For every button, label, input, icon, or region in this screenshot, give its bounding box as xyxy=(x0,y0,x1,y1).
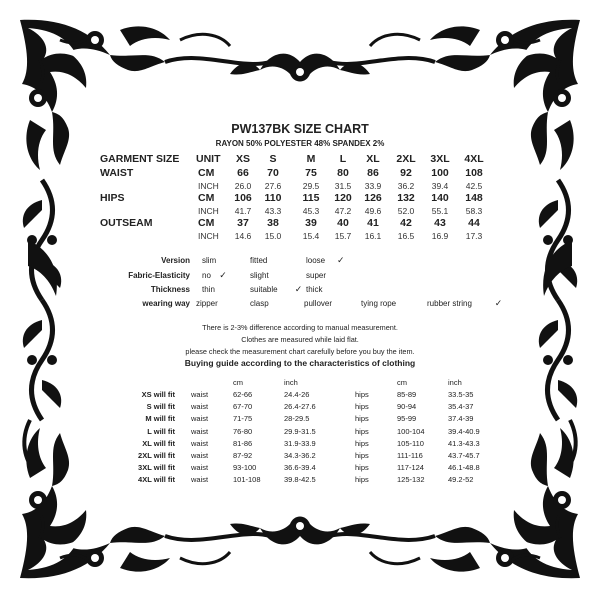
unit-header: UNIT xyxy=(196,153,221,165)
guide-waist: waist xyxy=(191,414,209,424)
unit-inch: INCH xyxy=(198,231,219,241)
guide-waist: waist xyxy=(191,451,209,460)
inch-value: 42.5 xyxy=(465,181,483,191)
guide-hips-cm: 95-99 xyxy=(397,414,417,424)
inch-value: 41.7 xyxy=(234,206,252,216)
size-header-2xl: 2XL xyxy=(396,153,416,165)
cm-value: 126 xyxy=(364,192,382,204)
measure-name-hips: HIPS xyxy=(100,192,125,204)
cm-value: 106 xyxy=(234,192,252,204)
check-mark-icon: ✓ xyxy=(337,255,345,265)
feature-option: zipper xyxy=(196,299,218,308)
feature-label: Fabric-Elasticity xyxy=(128,271,190,280)
cm-value: 40 xyxy=(337,217,349,229)
cm-value: 108 xyxy=(465,167,483,179)
guide-waist-inch: 24.4-26 xyxy=(284,390,310,399)
size-header-3xl: 3XL xyxy=(430,153,450,165)
chart-title: PW137BK SIZE CHART xyxy=(231,122,369,136)
cm-value: 75 xyxy=(305,167,317,179)
guide-label: L will fit xyxy=(147,426,175,436)
guide-waist-cm: 71-75 xyxy=(233,414,253,424)
guide-hips-inch: 41.3-43.3 xyxy=(448,438,480,448)
inch-value: 55.1 xyxy=(431,206,449,216)
guide-label: M will fit xyxy=(145,414,175,424)
guide-waist-cm: 87-92 xyxy=(233,451,253,460)
guide-hips-cm: 100-104 xyxy=(397,426,425,436)
cm-value: 100 xyxy=(431,167,449,179)
guide-hips: hips xyxy=(355,390,369,399)
guide-hips-cm: 90-94 xyxy=(397,402,417,412)
cm-value: 66 xyxy=(237,167,249,179)
check-mark-icon: ✓ xyxy=(494,298,503,308)
check-mark-icon: ✓ xyxy=(219,270,227,280)
size-header-xl: XL xyxy=(366,153,380,165)
inch-value: 16.1 xyxy=(364,231,382,241)
cm-value: 115 xyxy=(302,192,320,204)
unit-cm: CM xyxy=(198,167,215,179)
guide-waist-cm: 67-70 xyxy=(233,402,253,412)
feature-option: suitable xyxy=(250,285,278,294)
guide-waist-cm: 81-86 xyxy=(233,438,253,448)
guide-waist: waist xyxy=(191,475,209,485)
inch-value: 36.2 xyxy=(397,181,415,191)
inch-value: 39.4 xyxy=(431,181,449,191)
cm-value: 132 xyxy=(397,192,415,204)
guide-hips: hips xyxy=(355,438,369,448)
cm-value: 92 xyxy=(400,167,412,179)
guide-waist-inch: 26.4-27.6 xyxy=(284,402,316,412)
guide-hips: hips xyxy=(355,475,369,485)
size-columns xyxy=(0,153,600,167)
garment-size-header: GARMENT SIZE xyxy=(100,153,180,165)
inch-value: 49.6 xyxy=(364,206,382,216)
guide-waist: waist xyxy=(191,438,209,448)
guide-waist: waist xyxy=(191,463,209,473)
guide-hips-inch: 35.4-37 xyxy=(448,402,474,412)
note-line-3: please check the measurement chart carefully before you buy the item. xyxy=(185,347,415,356)
check-mark-icon: ✓ xyxy=(294,284,303,294)
cm-value: 148 xyxy=(465,192,483,204)
guide-waist-cm: 62-66 xyxy=(233,390,253,399)
unit-cm: CM xyxy=(198,192,215,204)
cm-value: 41 xyxy=(367,217,379,229)
inch-value: 16.9 xyxy=(431,231,449,241)
inch-value: 26.0 xyxy=(234,181,252,191)
inch-value: 29.5 xyxy=(302,181,320,191)
size-header-l: L xyxy=(339,153,347,165)
cm-value: 42 xyxy=(400,217,412,229)
size-header-xs: XS xyxy=(235,153,250,165)
guide-hips: hips xyxy=(355,402,369,412)
guide-hips-inch: 43.7-45.7 xyxy=(448,451,480,460)
guide-waist-cm: 93-100 xyxy=(233,463,257,473)
feature-label: wearing way xyxy=(142,299,190,308)
inch-value: 47.2 xyxy=(334,206,352,216)
guide-waist: waist xyxy=(191,390,209,399)
cm-value: 37 xyxy=(237,217,249,229)
guide-waist-inch: 31.9-33.9 xyxy=(284,438,316,448)
feature-option: tying rope xyxy=(361,299,397,308)
cm-value: 80 xyxy=(337,167,349,179)
size-header-m: M xyxy=(306,153,316,165)
guide-label: XS will fit xyxy=(141,390,175,399)
cm-value: 70 xyxy=(267,167,279,179)
cm-value: 44 xyxy=(468,217,480,229)
feature-option: clasp xyxy=(250,299,269,308)
guide-waist-inch: 29.9-31.5 xyxy=(284,426,316,436)
guide-label: 4XL will fit xyxy=(138,475,175,485)
guide-hips-inch-header: inch xyxy=(448,378,462,387)
guide-waist-inch: 36.6-39.4 xyxy=(284,463,316,473)
inch-value: 52.0 xyxy=(397,206,415,216)
feature-option: pullover xyxy=(304,299,333,308)
guide-waist-inch: 28-29.5 xyxy=(284,414,310,424)
inch-value: 58.3 xyxy=(465,206,483,216)
guide-waist-inch: 34.3-36.2 xyxy=(284,451,316,460)
guide-label: S will fit xyxy=(146,402,175,412)
cm-value: 110 xyxy=(264,192,282,204)
feature-option: slim xyxy=(202,256,217,265)
guide-hips: hips xyxy=(355,414,369,424)
cm-value: 86 xyxy=(367,167,379,179)
unit-cm: CM xyxy=(198,217,215,229)
size-header-s: S xyxy=(269,153,277,165)
guide-waist: waist xyxy=(191,426,209,436)
measure-name-outseam: OUTSEAM xyxy=(100,217,153,229)
guide-hips-cm: 125-132 xyxy=(397,475,425,485)
guide-hips-inch: 46.1-48.8 xyxy=(448,463,480,473)
inch-value: 15.0 xyxy=(264,231,282,241)
guide-waist-inch: 39.8-42.5 xyxy=(284,475,316,485)
feature-label: Version xyxy=(161,256,190,265)
feature-label: Thickness xyxy=(150,285,190,294)
guide-hips-inch: 33.5-35 xyxy=(448,390,474,399)
inch-value: 31.5 xyxy=(334,181,352,191)
feature-option: slight xyxy=(250,271,269,280)
guide-hips-inch: 37.4-39 xyxy=(448,414,474,424)
unit-inch: INCH xyxy=(198,181,219,191)
guide-hips-cm-header: cm xyxy=(397,378,407,387)
feature-option: no xyxy=(202,271,211,280)
guide-waist-cm: 101-108 xyxy=(233,475,261,485)
guide-hips: hips xyxy=(355,426,369,436)
guide-waist-inch-header: inch xyxy=(284,378,298,387)
inch-value: 27.6 xyxy=(264,181,282,191)
inch-value: 33.9 xyxy=(364,181,382,191)
feature-option: loose xyxy=(306,256,326,265)
guide-hips-inch: 49.2-52 xyxy=(448,475,474,485)
cm-value: 38 xyxy=(267,217,279,229)
inch-value: 43.3 xyxy=(264,206,282,216)
feature-option: fitted xyxy=(250,256,268,265)
inch-value: 14.6 xyxy=(234,231,252,241)
size-header-4xl: 4XL xyxy=(464,153,484,165)
inch-value: 45.3 xyxy=(302,206,320,216)
inch-value: 16.5 xyxy=(397,231,415,241)
feature-option: thin xyxy=(202,285,215,294)
guide-hips: hips xyxy=(355,451,369,460)
guide-waist: waist xyxy=(191,402,209,412)
guide-label: 2XL will fit xyxy=(138,451,175,460)
guide-hips-cm: 117-124 xyxy=(397,463,424,473)
guide-hips-cm: 111-116 xyxy=(397,451,423,460)
feature-option: super xyxy=(306,271,327,280)
feature-option: thick xyxy=(306,285,323,294)
guide-hips-cm: 105-110 xyxy=(397,438,424,448)
guide-hips-inch: 39.4-40.9 xyxy=(448,426,480,436)
cm-value: 140 xyxy=(431,192,449,204)
material-composition: RAYON 50% POLYESTER 48% SPANDEX 2% xyxy=(215,139,385,148)
unit-inch: INCH xyxy=(198,206,219,216)
inch-value: 15.4 xyxy=(302,231,320,241)
inch-value: 17.3 xyxy=(465,231,483,241)
measure-name-waist: WAIST xyxy=(100,167,134,179)
guide-label: 3XL will fit xyxy=(138,463,175,473)
note-line-2: Clothes are measured while laid flat. xyxy=(241,335,359,344)
guide-waist-cm-header: cm xyxy=(233,378,243,387)
buying-guide-title: Buying guide according to the characteristics of clothing xyxy=(184,358,416,368)
cm-value: 43 xyxy=(434,217,446,229)
guide-hips-cm: 85-89 xyxy=(397,390,417,399)
cm-value: 120 xyxy=(334,192,352,204)
guide-label: XL will fit xyxy=(142,438,175,448)
feature-option: rubber string xyxy=(427,299,472,308)
cm-value: 39 xyxy=(305,217,317,229)
note-line-1: There is 2-3% difference according to manual measurement. xyxy=(202,323,398,332)
inch-value: 15.7 xyxy=(334,231,352,241)
guide-hips: hips xyxy=(355,463,369,473)
guide-waist-cm: 76-80 xyxy=(233,426,253,436)
